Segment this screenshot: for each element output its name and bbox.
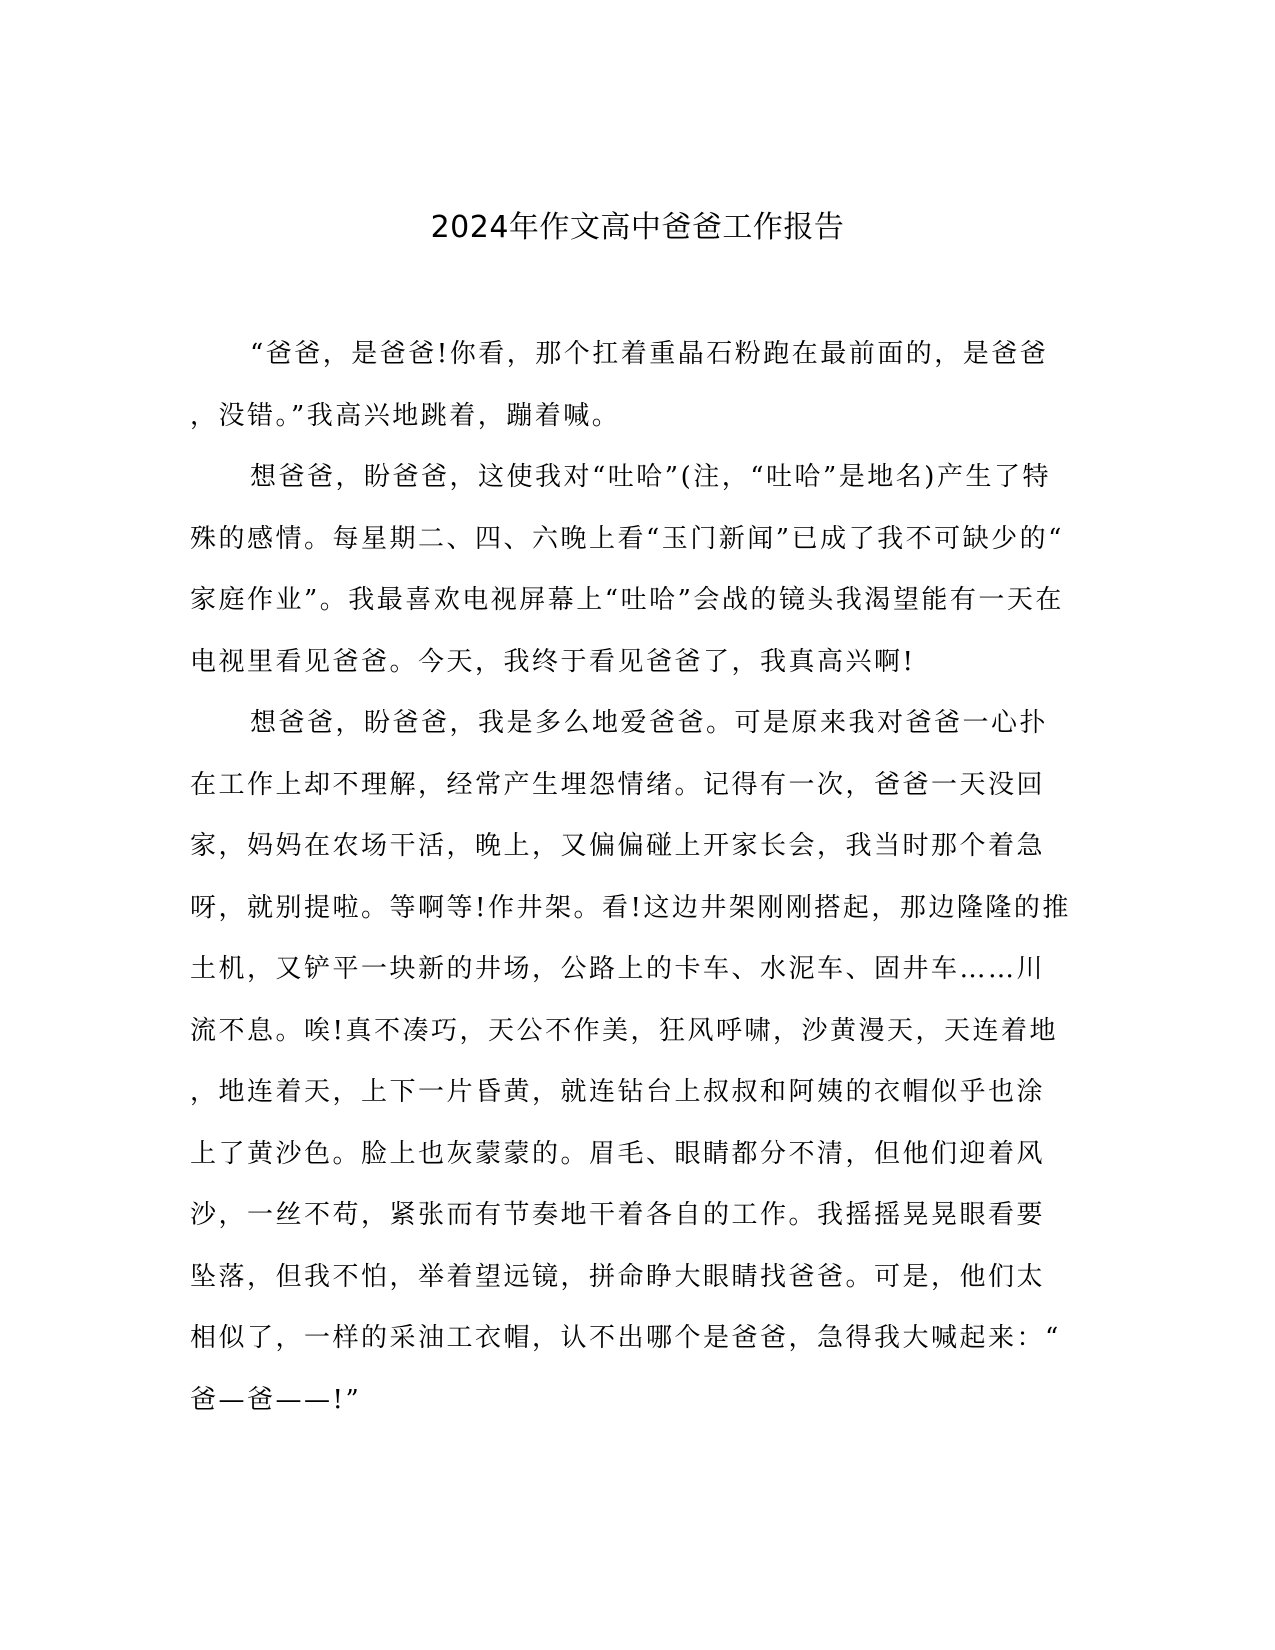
text-line: 想爸爸，盼爸爸，这使我对“吐哈”(注，“吐哈”是地名)产生了特 (250, 462, 1051, 492)
text-line: 相似了，一样的采油工衣帽，认不出哪个是爸爸，急得我大喊起来：“ (190, 1323, 1061, 1353)
text-line: 电视里看见爸爸。今天，我终于看见爸爸了，我真高兴啊! (190, 646, 916, 677)
text-line: “爸爸，是爸爸!你看，那个扛着重晶石粉跑在最前面的，是爸爸 (250, 339, 1049, 369)
text-line: ，地连着天，上下一片昏黄，就连钻台上叔叔和阿姨的衣帽似乎也涂 (190, 1077, 1046, 1107)
document-body (190, 324, 1070, 1431)
text-line: 家，妈妈在农场干活，晚上，又偏偏碰上开家长会，我当时那个着急 (190, 831, 1046, 861)
text-line: 想爸爸，盼爸爸，我是多么地爱爸爸。可是原来我对爸爸一心扑 (250, 708, 1049, 738)
text-line: 坠落，但我不怕，举着望远镜，拼命睁大眼睛找爸爸。可是，他们太 (190, 1261, 1046, 1292)
text-line: 上了黄沙色。脸上也灰蒙蒙的。眉毛、眼睛都分不清，但他们迎着风 (190, 1138, 1046, 1169)
text-line: 沙，一丝不苟，紧张而有节奏地干着各自的工作。我摇摇晃晃眼看要 (190, 1200, 1046, 1230)
text-line: ，没错。”我高兴地跳着，蹦着喊。 (190, 400, 621, 431)
text-line: 殊的感情。每星期二、四、六晚上看“玉门新闻”已成了我不可缺少的“ (190, 523, 1064, 554)
text-line: 土机，又铲平一块新的井场，公路上的卡车、水泥车、固井车……川 (190, 954, 1046, 984)
document-title: 2024年作文高中爸爸工作报告 (430, 210, 845, 245)
text-line: 呀，就别提啦。等啊等!作井架。看!这边井架刚刚搭起，那边隆隆的推 (190, 892, 1071, 923)
text-line: 流不息。唉!真不凑巧，天公不作美，狂风呼啸，沙黄漫天，天连着地 (190, 1015, 1058, 1046)
text-line: 家庭作业”。我最喜欢电视屏幕上“吐哈”会战的镜头我渴望能有一天在 (190, 585, 1064, 615)
text-line: 在工作上却不理解，经常产生埋怨情绪。记得有一次，爸爸一天没回 (190, 769, 1046, 800)
text-line: 爸—爸——!” (190, 1384, 362, 1415)
